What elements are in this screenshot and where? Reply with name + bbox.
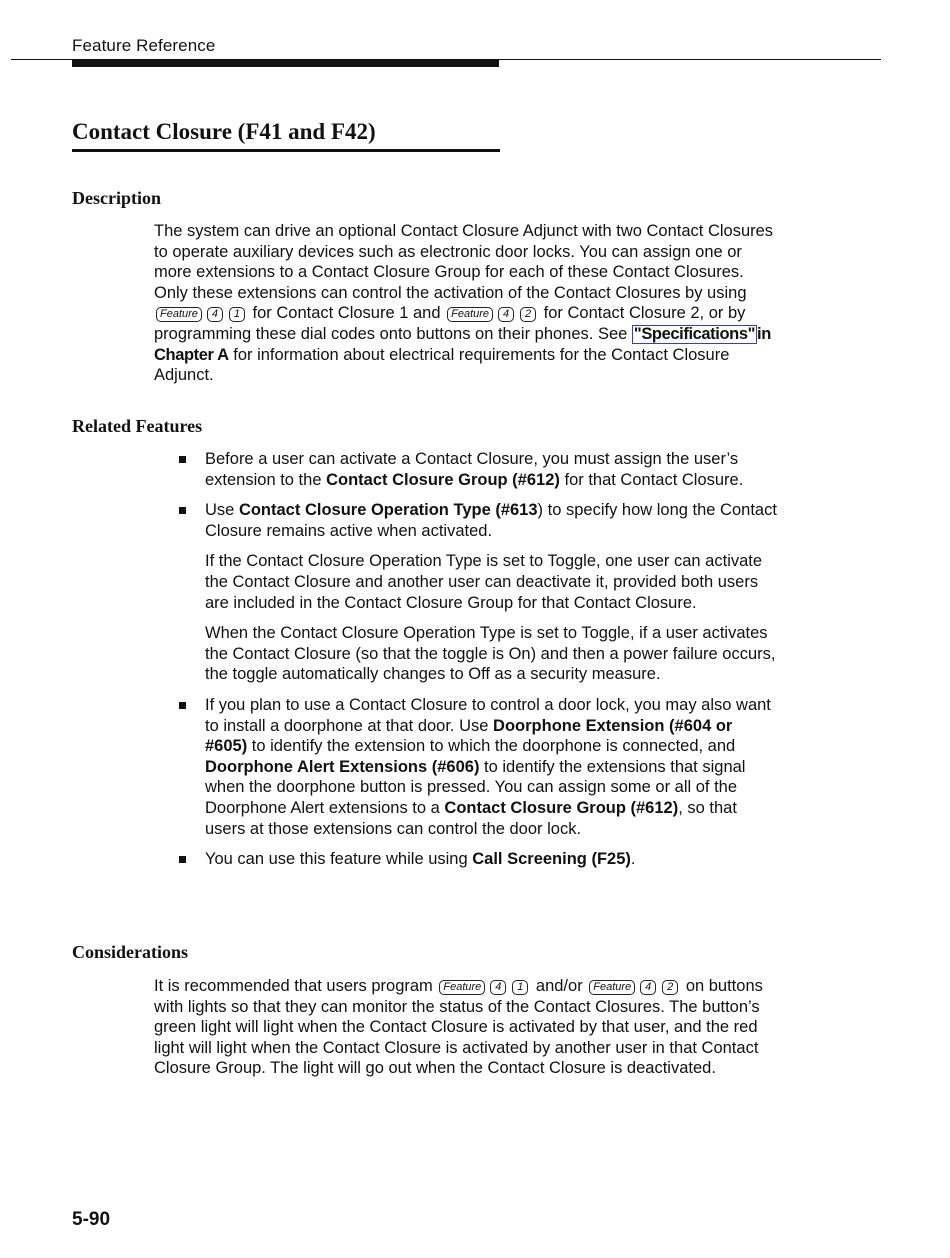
feature-reference: Call Screening (F25) (472, 850, 631, 869)
bullet-text: ) to specify how long the Contact Closure remains active when activated. (205, 501, 777, 540)
considerations-text-3: on buttons with lights so that they can monitor the status of the Contact Closures. The button’s green light will light when the Contact Closure is activated by that user, and the red light will light when the Contact Closure is activated by another user in that Contact Closure Group. The light will go out when the Contact Closure is deactivated. (154, 977, 763, 1078)
bullet-text: Use (205, 501, 235, 520)
list-item (179, 500, 779, 685)
related-features-heading: Related Features (72, 416, 203, 436)
description-text-3: for Contact Closure 2, or by programming these dial codes onto buttons on their phones. See (154, 304, 746, 343)
description-text-4: for information about electrical requirements for the Contact Closure Adjunct. (154, 345, 730, 385)
related-features-list (179, 449, 779, 880)
bullet-text: for that Contact Closure. (564, 470, 744, 489)
list-item (179, 695, 779, 839)
feature-reference: Doorphone Alert Extensions (#606) (205, 757, 480, 776)
bullet-text: Before a user can activate a Contact Closure, you must assign the user’s extension to the (205, 450, 739, 489)
considerations-heading: Considerations (72, 942, 189, 962)
header-rule-thick (72, 60, 499, 67)
digit-key-4-icon: 4 (207, 307, 223, 322)
title-rule (72, 149, 500, 152)
considerations-paragraph (154, 976, 779, 1079)
specifications-link[interactable]: "Specifications" (633, 324, 756, 343)
page-number: 5-90 (72, 1209, 111, 1230)
description-text-1: The system can drive an optional Contact Closure Adjunct with two Contact Closures to operate auxiliary devices such as electronic door locks. You can assign one or more extensions to a Contact Closure Group for each of these Contact Closures. Only these extensions can control the activation of the Contact Closures by using (154, 222, 774, 302)
list-item (179, 449, 779, 490)
feature-reference: Contact Closure Group (#612) (326, 470, 560, 489)
description-heading: Description (72, 188, 161, 208)
feature-key-icon: Feature (447, 307, 493, 322)
digit-key-2-icon: 2 (520, 307, 536, 322)
bullet-paragraph: When the Contact Closure Operation Type is set to Toggle, if a user activates the Contact Closure (so that the toggle is On) and then a power failure occurs, the toggle automatically changes to Off as a security measure. (205, 624, 776, 684)
digit-key-1-icon: 1 (512, 980, 528, 995)
bullet-text: to identify the extension to which the doorphone is connected, and (251, 737, 736, 756)
digit-key-4-icon: 4 (640, 980, 656, 995)
bullet-text: , so that users at those extensions can control the door lock. (205, 798, 737, 838)
description-text-2: for Contact Closure 1 and (252, 304, 441, 323)
feature-key-icon: Feature (589, 980, 635, 995)
bullet-paragraph: If the Contact Closure Operation Type is set to Toggle, one user can activate the Contact Closure and another user can deactivate it, provided both users are included in the Contact Closure Group for that Contact Closure. (205, 552, 763, 612)
description-paragraph (154, 221, 779, 386)
page-title: Contact Closure (F41 and F42) (72, 119, 376, 144)
considerations-text-1: It is recommended that users program (154, 977, 433, 995)
bullet-text: to identify the extensions that signal when the doorphone button is pressed. You can assign some or all of the Doorphone Alert extensions to a (205, 757, 746, 817)
bullet-icon (179, 702, 186, 709)
feature-reference: Contact Closure Operation Type (#613 (238, 501, 538, 520)
considerations-text-2: and/or (535, 977, 583, 995)
bullet-text: You can use this feature while using (205, 850, 468, 869)
bullet-icon (179, 507, 186, 514)
feature-key-icon: Feature (439, 980, 485, 995)
digit-key-4-icon: 4 (498, 307, 514, 322)
bullet-text: . (630, 850, 636, 869)
bullet-text: If you plan to use a Contact Closure to control a door lock, you may also want to install a doorphone at that door. Use (205, 695, 771, 735)
feature-key-icon: Feature (156, 307, 202, 322)
list-item (179, 849, 779, 870)
chapter-reference: in Chapter A (154, 324, 771, 364)
running-header: Feature Reference (72, 36, 216, 55)
digit-key-4-icon: 4 (490, 980, 506, 995)
digit-key-2-icon: 2 (662, 980, 678, 995)
bullet-icon (179, 456, 186, 463)
digit-key-1-icon: 1 (229, 307, 245, 322)
bullet-icon (179, 856, 186, 863)
feature-reference: Doorphone Extension (#604 or #605) (205, 716, 733, 756)
feature-reference: Contact Closure Group (#612) (444, 798, 679, 817)
